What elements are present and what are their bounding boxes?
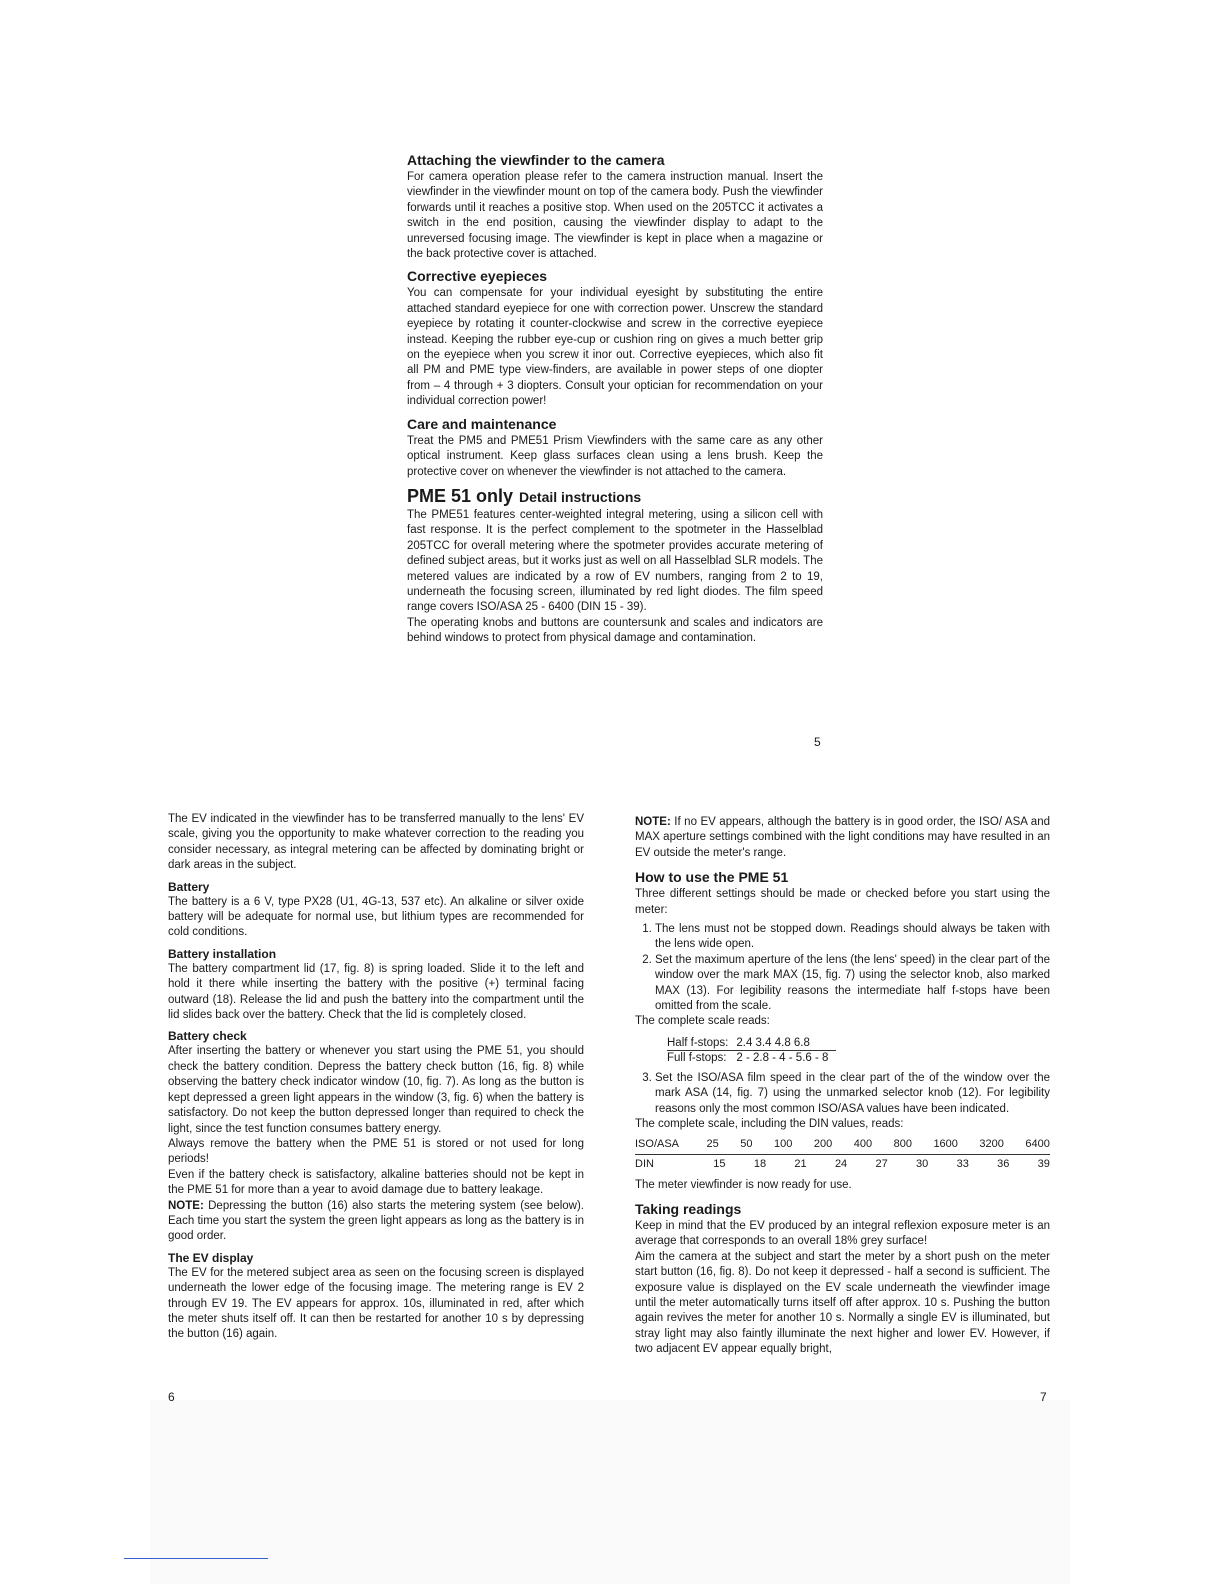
step-1: 1. The lens must not be stopped down. Readings should always be taken with the lens wide open.	[655, 922, 1050, 953]
din-cell: 15	[713, 1157, 726, 1170]
note-text-right: If no EV appears, although the battery is in good order, the ISO/ ASA and MAX aperture settings combined with the light conditions may have resulted in an EV outside the meter's range.	[635, 816, 1050, 859]
text-pme51-1: The PME51 features center-weighted integral metering, using a silicon cell with fast response. It is the perfect complement to the spotmeter in the Hasselblad 205TCC for overall metering where the spotmeter provides accurate metering of defined subject areas, but it works just as well on all Hasselblad SLR models. The metered values are indicated by a row of EV numbers, ranging from 2 to 19, underneath the focusing screen, illuminated by red light diodes. The film speed range covers ISO/ASA 25 - 6400 (DIN 15 - 39).	[407, 508, 823, 614]
page-5-column	[407, 152, 823, 647]
iso-cell: ISO/ASA	[635, 1137, 680, 1150]
text-ev-display: The EV for the metered subject area as seen on the focusing screen is displayed underneath the lower edge of the focusing image. The metering range is EV 2 through EV 19. The EV appears for approx. 10s, illuminated in red, after which the meter shuts itself off. It can then be restarted for another 10 s by depressing the button (16) again.	[168, 1266, 584, 1341]
page-number-6: 6	[168, 1390, 175, 1404]
step-3: 3. Set the ISO/ASA film speed in the clear part of the of the window over the mark ASA (14, fig. 7) using the unmarked selector knob (12). For legibility reasons only the most common ISO/ASA values have been indicated.	[655, 1071, 1050, 1117]
heading-battery-installation: Battery installation	[168, 946, 277, 961]
heading-pme51	[407, 486, 823, 508]
iso-cell: 1600	[933, 1137, 958, 1150]
text-battery: The battery is a 6 V, type PX28 (U1, 4G-13, 537 etc). An alkaline or silver oxide battery will be adequate for normal use, but lithium types are recommended for cold conditions.	[168, 895, 584, 939]
text-care: Treat the PM5 and PME51 Prism Viewfinders with the same care as any other optical instrument. Keep glass surfaces clean using a lens brush. Keep the protective cover on whenever the viewfinder is not attached to the camera.	[407, 434, 823, 478]
heading-pme51-sub: Detail instructions	[519, 488, 642, 505]
din-cell: 39	[1037, 1157, 1050, 1170]
heading-attaching: Attaching the viewfinder to the camera	[407, 152, 665, 168]
text-note-right	[635, 815, 1050, 861]
page-shade	[150, 1400, 1070, 1584]
iso-cell: 50	[740, 1137, 753, 1150]
text-pme51-2: The operating knobs and buttons are countersunk and scales and indicators are behind windows to protect from physical damage and contamination.	[407, 616, 823, 645]
text-taking-2: Aim the camera at the subject and start the meter by a short push on the meter start button (16, fig. 8). Do not keep it depressed - half a second is sufficient. The exposure value is displayed on the EV scale underneath the viewfinder image until the meter automatically turns itself off after approx. 10 s. Pushing the button again revives the meter for another 10 s. Normally a single EV is illuminated, but stray light may also faintly illuminate the next higher and lower EV. However, if two adjacent EV appear equally bright,	[635, 1250, 1050, 1356]
note-text-left: Depressing the button (16) also starts the metering system (see below). Each time you start the system the green light appears as long as the battery is in good order.	[168, 1199, 584, 1243]
step-2: 2. Set the maximum aperture of the lens (the lens' speed) in the clear part of the window over the mark MAX (15, fig. 7) using the selector knob, also marked MAX (13). For legibility reasons the intermediate half f-stops have been omitted from the scale.	[655, 953, 1050, 1015]
page-number-5: 5	[814, 735, 821, 749]
heading-pme51-main: PME 51 only	[407, 485, 514, 506]
iso-cell: 100	[774, 1137, 793, 1150]
text-din-intro: The complete scale, including the DIN values, reads:	[635, 1118, 904, 1131]
text-battery-check-2: Always remove the battery when the PME 51 is stored or not used for long periods!	[168, 1137, 584, 1166]
din-cell: 36	[997, 1157, 1010, 1170]
text-scale-intro: The complete scale reads:	[635, 1015, 770, 1028]
page-7-column	[635, 815, 1050, 1358]
iso-cell: 200	[813, 1137, 833, 1150]
din-scale-row	[635, 1155, 1050, 1172]
heading-how-to-use: How to use the PME 51	[635, 869, 789, 886]
full-stops-label: Full f-stops:	[667, 1051, 727, 1064]
din-cell: 21	[794, 1157, 807, 1170]
din-cell: 30	[916, 1157, 929, 1170]
din-cell: DIN	[635, 1157, 654, 1170]
text-taking-1: Keep in mind that the EV produced by an integral reflexion exposure meter is an average that corresponds to an overall 18% grey surface!	[635, 1219, 1050, 1248]
text-note-left	[168, 1199, 584, 1245]
text-attaching: For camera operation please refer to the camera instruction manual. Insert the viewfinder in the viewfinder mount on top of the camera body. Push the viewfinder forwards until it reaches a positive stop. When used on the 205TCC it activates a switch in the end position, causing the viewfinder display to adapt to the unreversed focusing image. The viewfinder is kept in place when a magazine or the back protective cover is attached.	[407, 171, 823, 261]
text-eyepieces: You can compensate for your individual eyesight by substituting the entire attached standard eyepiece for one with correction power. Unscrew the standard eyepiece by rotating it counter-clockwise and screw in the corrective eyepiece instead. Keeping the rubber eye-cup or cushion ring on gives a much better grip on the eyepiece when you screw it inor out. Corrective eyepieces, which also fit all PM and PME type view-finders, are available in power steps of one diopter from – 4 through + 3 diopters. Consult your optician for recommendation on your individual correction power!	[407, 287, 823, 408]
text-ready: The meter viewfinder is now ready for use.	[635, 1178, 852, 1191]
heading-ev-display: The EV display	[168, 1250, 254, 1265]
din-cell: 18	[753, 1157, 767, 1170]
text-ev-intro: The EV indicated in the viewfinder has to be transferred manually to the lens' EV scale, giving you the opportunity to make whatever correction to the reading you consider necessary, as integral metering can be affected by dominating bright or dark areas in the subject.	[168, 813, 584, 872]
full-stops-values: 2 - 2.8 - 4 - 5.6 - 8	[736, 1051, 829, 1064]
text-how-to-intro: Three different settings should be made or checked before you start using the meter:	[635, 888, 1050, 916]
din-cell: 33	[956, 1157, 969, 1170]
steps-list-2	[635, 1071, 1050, 1117]
note-label-right: NOTE:	[635, 816, 671, 828]
text-battery-check-3: Even if the battery check is satisfactory, alkaline batteries should not be kept in the PME 51 for more than a year to avoid damage due to battery leakage.	[168, 1168, 584, 1197]
footer-link-underline	[124, 1558, 268, 1559]
din-cell: 24	[834, 1157, 848, 1170]
heading-eyepieces: Corrective eyepieces	[407, 268, 548, 285]
iso-cell: 800	[893, 1137, 912, 1150]
iso-cell: 400	[853, 1137, 873, 1150]
iso-cell: 3200	[979, 1137, 1004, 1150]
half-stops-values: 2.4 3.4 4.8 6.8	[736, 1036, 836, 1051]
page-number-7: 7	[1040, 1390, 1047, 1404]
half-stops-label: Half f-stops:	[667, 1036, 736, 1051]
heading-battery-check: Battery check	[168, 1029, 247, 1044]
page-6-column	[168, 812, 584, 1343]
iso-cell: 25	[706, 1137, 719, 1150]
iso-scale-row	[635, 1137, 1050, 1155]
heading-care: Care and maintenance	[407, 415, 557, 432]
heading-taking-readings: Taking readings	[635, 1200, 742, 1217]
iso-cell: 6400	[1025, 1137, 1050, 1150]
din-cell: 27	[875, 1157, 888, 1170]
text-battery-check-1: After inserting the battery or whenever you start using the PME 51, you should check the battery condition. Depress the battery check button (16, fig. 8) while observing the battery check indicator window (10, fig. 7). As long as the button is kept depressed a green light appears in the window (3, fig. 6) when the battery is satisfactory. Do not keep the button depressed longer than required to check the light, since the test function consumes battery energy.	[168, 1045, 584, 1135]
text-battery-installation: The battery compartment lid (17, fig. 8) is spring loaded. Slide it to the left and hold it there while inserting the battery with the positive (+) terminal facing outward (18). Release the lid and push the battery into the compartment until the lid slides back over the battery. Check that the lid is completely closed.	[168, 962, 584, 1022]
note-label-left: NOTE:	[168, 1199, 204, 1212]
fstop-scale-table	[667, 1036, 836, 1065]
steps-list-1	[635, 922, 1050, 1014]
heading-battery: Battery	[168, 879, 210, 894]
